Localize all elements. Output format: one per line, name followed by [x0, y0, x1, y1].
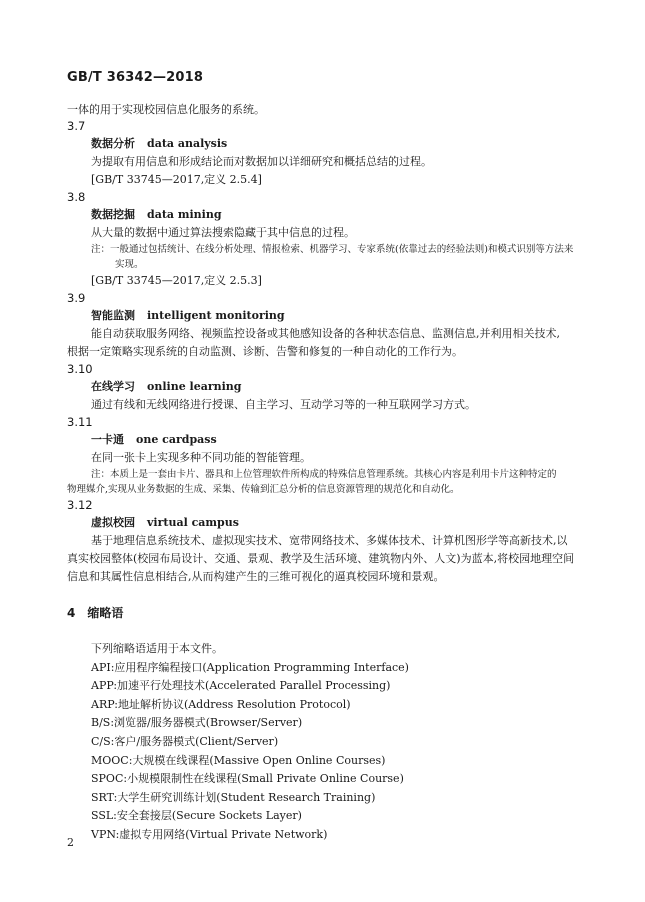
term-cn: 虚拟校园 [91, 516, 135, 529]
note-line: 物理媒介,实现从业务数据的生成、采集、传输到汇总分析的信息资源管理的规范化和自动化。 [67, 484, 460, 495]
term-en: intelligent monitoring [147, 309, 285, 322]
entry-3-9 [67, 290, 583, 361]
continued-text: 一体的用于实现校园信息化服务的系统。 [67, 103, 265, 116]
entry-number: 3.9 [67, 291, 86, 305]
entry-3-11 [67, 414, 583, 497]
term-cn: 智能监测 [91, 309, 135, 322]
entry-3-10 [67, 361, 583, 414]
standard-number: GB/T 36342—2018 [67, 70, 204, 85]
abbreviation-item: C/S:客户/服务器模式(Client/Server) [91, 734, 279, 748]
entry-term [67, 206, 583, 224]
abbreviation-item: SSL:安全套接层(Secure Sockets Layer) [91, 809, 302, 823]
entry-term [67, 307, 583, 325]
term-en: online learning [147, 380, 242, 393]
entry-term [67, 135, 583, 153]
note-line: 注：本质上是一套由卡片、器具和上位管理软件所构成的特殊信息管理系统。其核心内容是利用卡片这种特定的 [91, 469, 557, 480]
entry-term [67, 378, 583, 396]
source-ref: [GB/T 33745—2017,定义 2.5.4] [91, 173, 262, 186]
entry-number: 3.11 [67, 415, 93, 429]
definition-line: 能自动获取服务网络、视频监控设备或其他感知设备的各种状态信息、监测信息,并利用相关技术, [91, 327, 560, 340]
section-intro: 下列缩略语适用于本文件。 [91, 642, 223, 655]
definition-line: 根据一定策略实现系统的自动监测、诊断、告警和修复的一种自动化的工作行为。 [67, 345, 463, 358]
entry-3-12 [67, 497, 583, 586]
entry-number: 3.8 [67, 190, 86, 204]
page-content [67, 101, 583, 845]
definition-line: 基于地理信息系统技术、虚拟现实技术、宽带网络技术、多媒体技术、计算机图形学等高新技术,以 [91, 534, 568, 547]
definition-line: 从大量的数据中通过算法搜索隐藏于其中信息的过程。 [91, 226, 355, 239]
entry-3-8 [67, 189, 583, 290]
abbreviation-item: B/S:浏览器/服务器模式(Browser/Server) [91, 716, 303, 730]
term-en: data mining [147, 208, 222, 221]
term-en: one cardpass [136, 433, 217, 446]
term-cn: 数据挖掘 [91, 208, 135, 221]
abbreviation-item: SRT:大学生研究训练计划(Student Research Training) [91, 790, 376, 804]
definition-line: 信息和其属性信息相结合,从而构建产生的三维可视化的逼真校园环境和景观。 [67, 570, 445, 583]
abbreviation-item: VPN:虚拟专用网络(Virtual Private Network) [91, 827, 328, 841]
abbreviation-list [67, 659, 583, 845]
abbreviation-item: APP:加速平行处理技术(Accelerated Parallel Processing) [91, 679, 391, 693]
term-cn: 在线学习 [91, 380, 135, 393]
note-line: 实现。 [115, 259, 144, 270]
term-en: virtual campus [147, 516, 239, 529]
entry-number: 3.10 [67, 362, 93, 376]
definition-line: 为提取有用信息和形成结论而对数据加以详细研究和概括总结的过程。 [91, 155, 432, 168]
section-number: 4 [67, 606, 76, 620]
term-cn: 一卡通 [91, 433, 124, 446]
abbreviation-item: MOOC:大规模在线课程(Massive Open Online Courses) [91, 753, 386, 767]
entry-number: 3.12 [67, 498, 93, 512]
definition-line: 通过有线和无线网络进行授课、自主学习、互动学习等的一种互联网学习方式。 [91, 398, 476, 411]
section-heading [67, 604, 583, 622]
section-title: 缩略语 [87, 606, 124, 620]
term-cn: 数据分析 [91, 137, 135, 150]
entry-term [67, 431, 583, 449]
definition-line: 在同一张卡上实现多种不同功能的智能管理。 [91, 451, 311, 464]
abbreviation-item: SPOC:小规模限制性在线课程(Small Private Online Course) [91, 772, 404, 786]
entry-term [67, 514, 583, 532]
note-line: 注：一般通过包括统计、在线分析处理、情报检索、机器学习、专家系统(依靠过去的经验法则)和模式识别等方法来 [91, 244, 574, 255]
abbreviation-item: API:应用程序编程接口(Application Programming Interface) [91, 660, 409, 674]
term-en: data analysis [147, 137, 228, 150]
abbreviation-item: ARP:地址解析协议(Address Resolution Protocol) [91, 697, 351, 711]
source-ref: [GB/T 33745—2017,定义 2.5.3] [91, 274, 262, 287]
entry-3-7 [67, 118, 583, 189]
entry-number: 3.7 [67, 119, 86, 133]
page-number: 2 [67, 836, 74, 849]
definition-line: 真实校园整体(校园布局设计、交通、景观、教学及生活环境、建筑物内外、人文)为蓝本,将校园地理空间 [67, 552, 575, 565]
